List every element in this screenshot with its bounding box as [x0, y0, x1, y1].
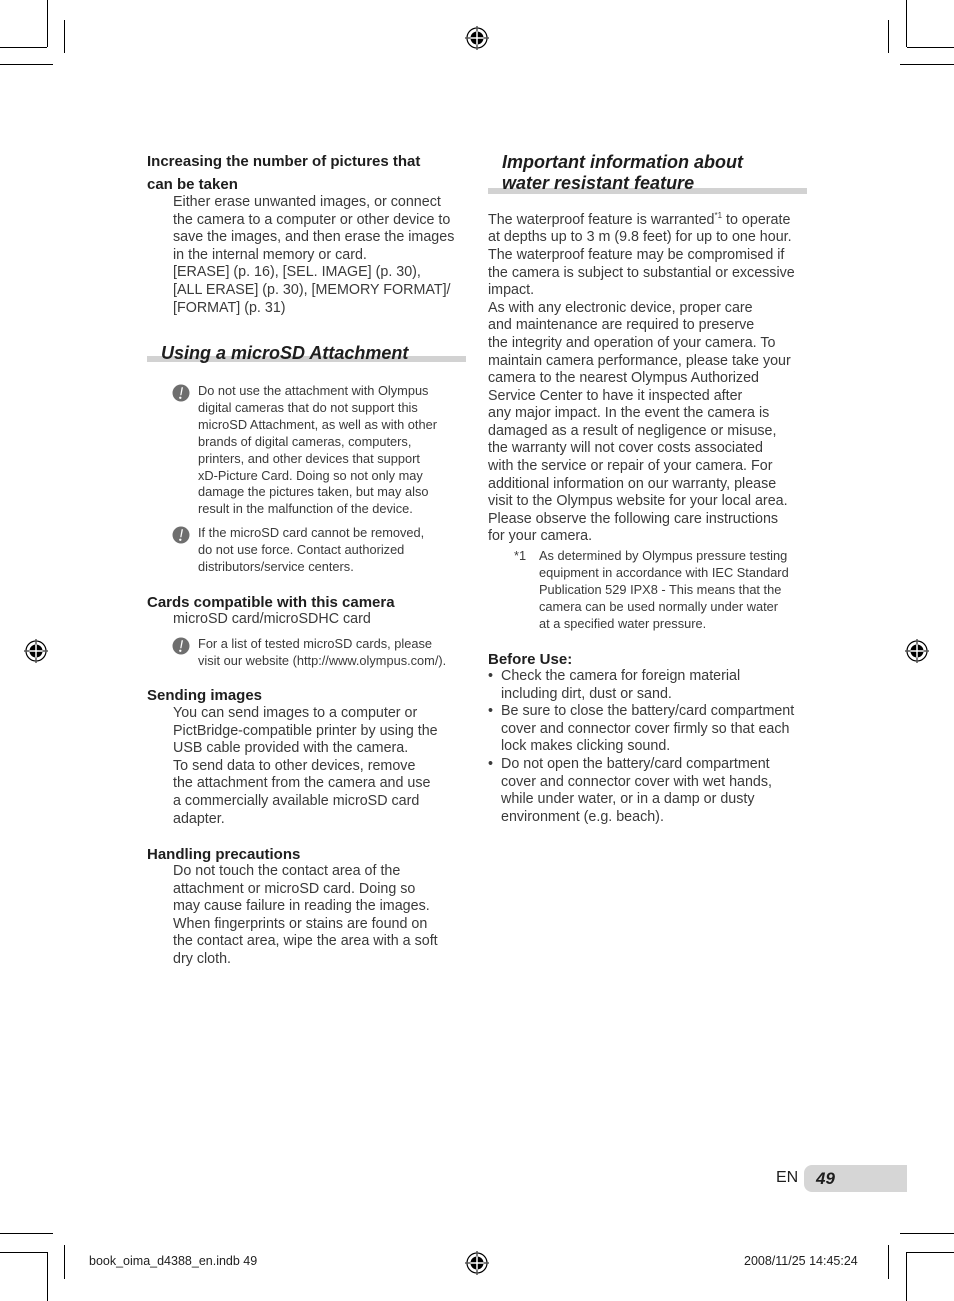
caution-icon	[172, 526, 190, 544]
text-line: PictBridge-compatible printer by using the	[173, 722, 438, 739]
before-heading: Before Use:	[488, 651, 573, 668]
text-line: visit to the Olympus website for your local area.	[488, 493, 788, 510]
text-line: distributors/service centers.	[198, 558, 354, 574]
text-line: Either erase unwanted images, or connect	[173, 194, 441, 210]
section-title: Using a microSD Attachment	[161, 343, 409, 363]
text-line: [FORMAT] (p. 31)	[173, 299, 286, 316]
text-line: Do not use the attachment with Olympus	[198, 383, 429, 398]
text-line: do not use force. Contact authorized	[198, 541, 405, 557]
sending-heading: Sending images	[147, 687, 263, 704]
text-span: to operate	[722, 211, 791, 228]
text-span: The waterproof feature is warranted	[488, 211, 715, 228]
text-line: brands of digital cameras, computers,	[198, 433, 412, 449]
footnote-text	[539, 548, 789, 633]
text-line: microSD Attachment, as well as with other	[198, 416, 437, 432]
text-line: For a list of tested microSD cards, please	[198, 636, 432, 651]
footnote-mark: *1	[514, 548, 527, 563]
text-line: cover and connector cover with wet hands,	[501, 773, 772, 790]
text-line: You can send images to a computer or	[173, 705, 418, 721]
text-line: save the images, and then erase the images	[173, 229, 455, 246]
water-body	[488, 207, 795, 546]
text-line: the contact area, wipe the area with a soft	[173, 933, 438, 950]
handling-body	[173, 863, 438, 969]
text-line: additional information on our warranty, please	[488, 475, 777, 492]
text-line: damaged as a result of negligence or misuse,	[488, 422, 777, 439]
text-line: camera to the nearest Olympus Authorized	[488, 370, 759, 387]
text-line: the attachment from the camera and use	[173, 775, 431, 792]
text-line: visit our website (http://www.olympus.com/).	[198, 652, 447, 668]
text-line: Publication 529 IPX8 - This means that the	[539, 581, 782, 597]
text-line: [ERASE] (p. 16), [SEL. IMAGE] (p. 30),	[173, 264, 421, 281]
text-line: printers, and other devices that support	[198, 450, 420, 466]
text-line: for your camera.	[488, 528, 593, 545]
text-line: any major impact. In the event the camera is	[488, 405, 770, 422]
text-line: To send data to other devices, remove	[173, 757, 416, 774]
text-line: impact.	[488, 282, 535, 299]
list-item	[488, 668, 794, 703]
cards-text: microSD card/microSDHC card	[173, 611, 371, 627]
registration-mark-icon	[24, 639, 48, 663]
text-line: the warranty will not cover costs associated	[488, 440, 763, 457]
text-line: including dirt, dust or sand.	[501, 685, 672, 702]
heading-line: Increasing the number of pictures that	[147, 153, 421, 170]
text-line: at a specified water pressure.	[539, 615, 707, 631]
text-line: The waterproof feature may be compromised if	[488, 246, 785, 263]
list-item	[488, 703, 794, 756]
text-line: When fingerprints or stains are found on	[173, 915, 428, 932]
text-line: adapter.	[173, 810, 225, 827]
footer-file: book_oima_d4388_en.indb 49	[89, 1254, 258, 1268]
footnote-ref: *1	[714, 211, 723, 220]
title-line: Important information about	[502, 152, 743, 172]
text-line: lock makes clicking sound.	[501, 738, 671, 755]
text-line: xD-Picture Card. Doing so not only may	[198, 467, 423, 483]
text-line: • Do not open the battery/card compartment	[501, 755, 770, 772]
text-line: Do not touch the contact area of the	[173, 863, 401, 879]
page-lang: EN	[776, 1169, 799, 1186]
text-line: maintain camera performance, please take your	[488, 352, 791, 369]
registration-mark-icon	[905, 639, 929, 663]
increase-body	[173, 194, 454, 317]
text-line: equipment in accordance with IEC Standard	[539, 564, 789, 580]
text-line: the integrity and operation of your camera. To	[488, 334, 776, 351]
footer-datetime: 2008/11/25 14:45:24	[744, 1254, 858, 1268]
text-line: may cause failure in reading the images.	[173, 898, 430, 915]
text-line: with the service or repair of your camera. For	[488, 458, 773, 475]
page-number: 49	[816, 1169, 835, 1188]
list-item	[488, 756, 794, 826]
text-line: environment (e.g. beach).	[501, 808, 664, 825]
text-line: and maintenance are required to preserve	[488, 317, 755, 334]
text-line: attachment or microSD card. Doing so	[173, 880, 416, 897]
section-title	[502, 152, 743, 194]
before-list	[488, 668, 794, 826]
text-line: cover and connector cover firmly so that each	[501, 720, 790, 737]
text-line: dry cloth.	[173, 950, 232, 967]
text-line: damage the pictures taken, but may also	[198, 484, 429, 500]
caution-text	[198, 383, 437, 518]
text-line: As with any electronic device, proper care	[488, 299, 753, 316]
registration-mark-icon	[465, 26, 489, 50]
heading-line: can be taken	[147, 176, 238, 193]
caution-text	[198, 525, 424, 576]
cards-heading: Cards compatible with this camera	[147, 594, 395, 611]
text-line: Service Center to have it inspected after	[488, 387, 743, 404]
text-line: a commercially available microSD card	[173, 792, 420, 809]
text-line: at depths up to 3 m (9.8 feet) for up to one hour.	[488, 229, 792, 246]
text-line: USB cable provided with the camera.	[173, 740, 409, 757]
text-line	[488, 207, 795, 229]
text-line: [ALL ERASE] (p. 30), [MEMORY FORMAT]/	[173, 281, 451, 298]
text-line: the camera is subject to substantial or excessive	[488, 264, 795, 281]
text-line: the camera to a computer or other device to	[173, 211, 451, 228]
text-line: • Check the camera for foreign material	[501, 668, 741, 684]
sending-body	[173, 705, 438, 828]
registration-mark-icon	[465, 1251, 489, 1275]
text-line: If the microSD card cannot be removed,	[198, 525, 425, 540]
caution-icon	[172, 384, 190, 402]
text-line: • Be sure to close the battery/card compartment	[501, 703, 795, 720]
text-line: As determined by Olympus pressure testing	[539, 548, 788, 563]
text-line: in the internal memory or card.	[173, 246, 367, 263]
cards-note	[198, 636, 446, 670]
text-line: camera can be used normally under water	[539, 598, 778, 614]
text-line: digital cameras that do not support this	[198, 399, 418, 415]
text-line: result in the malfunction of the device.	[198, 501, 413, 517]
caution-icon	[172, 637, 190, 655]
handling-heading: Handling precautions	[147, 846, 301, 863]
text-line: Please observe the following care instructions	[488, 510, 779, 527]
title-line: water resistant feature	[502, 173, 695, 193]
text-line: while under water, or in a damp or dusty	[501, 791, 755, 808]
